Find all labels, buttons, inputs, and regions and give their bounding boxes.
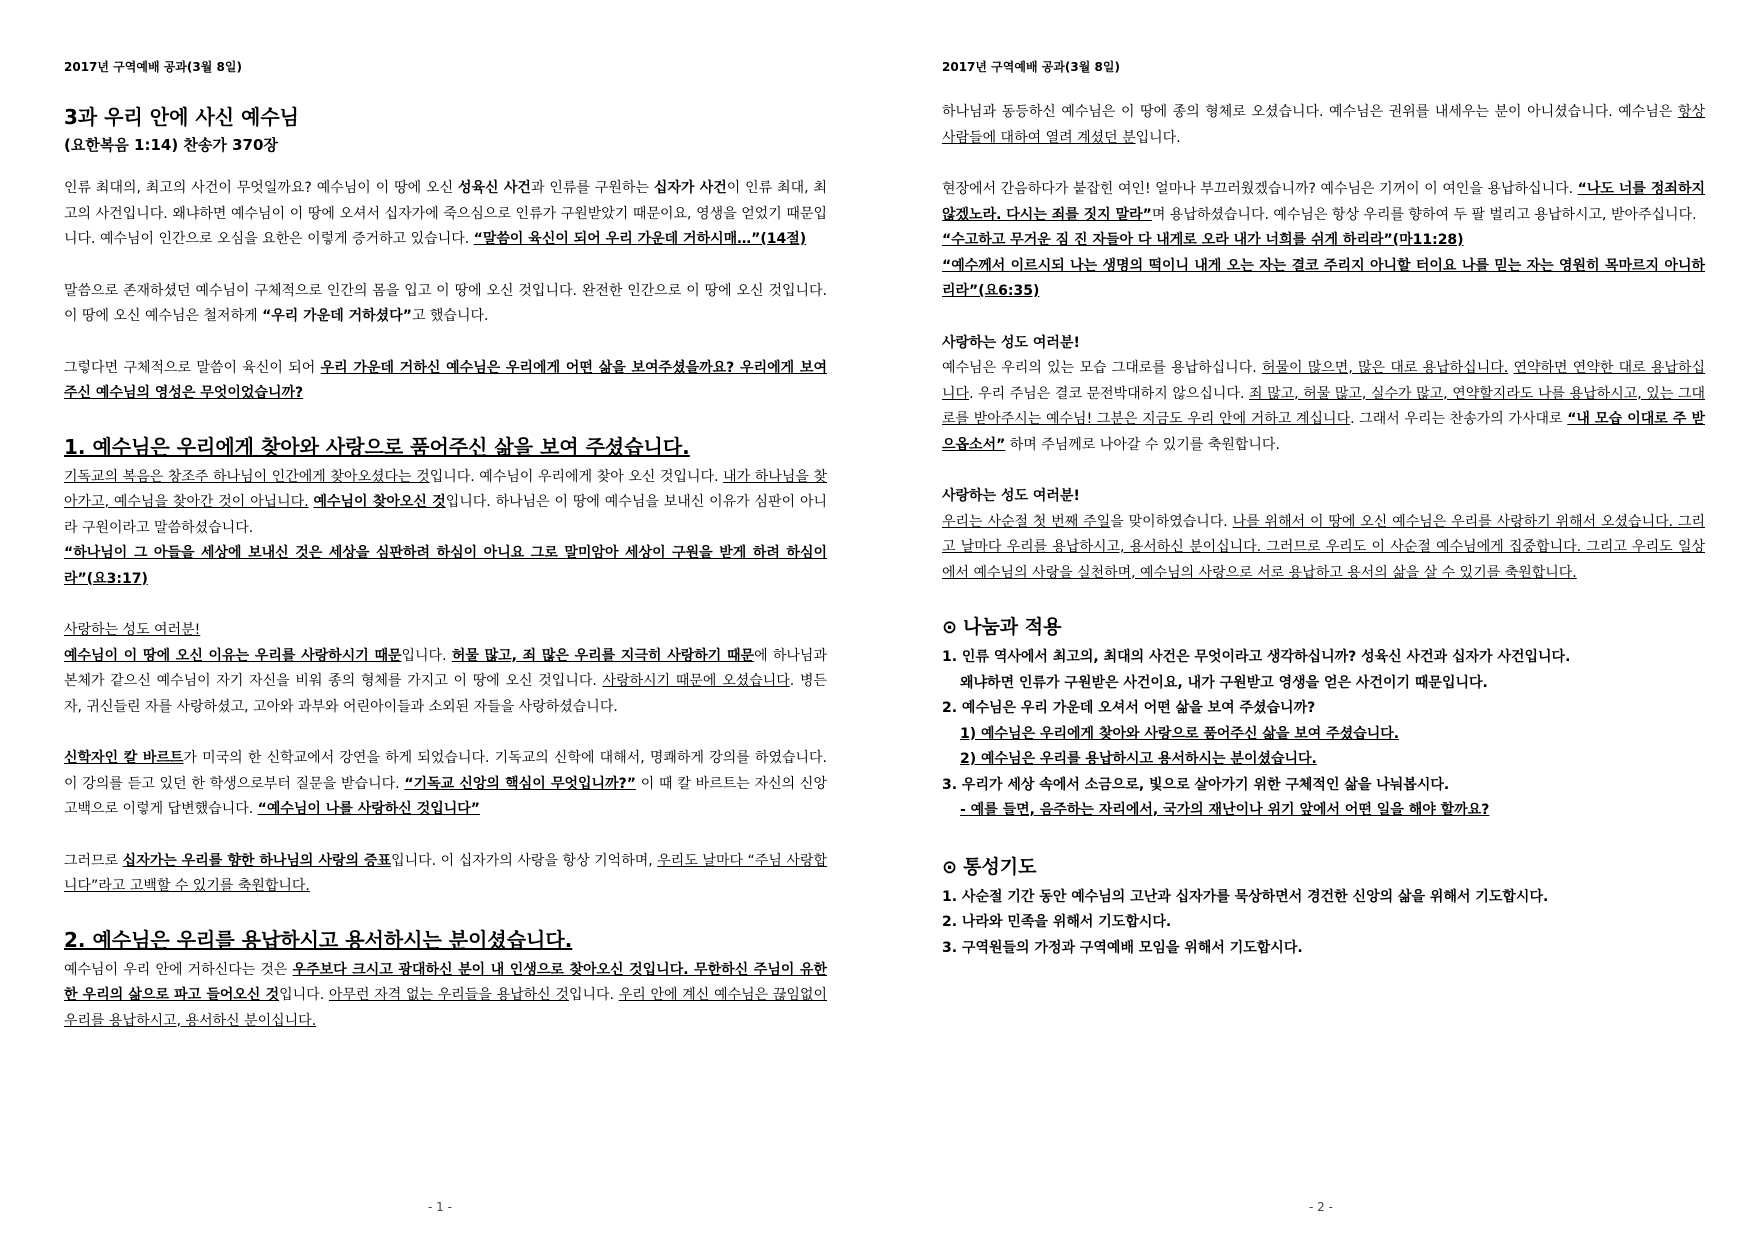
underlined-text: 우리 안에 계신 예수님은 끊임없이 우리를 용납하시고, 용서하신 분이십니다.: [64, 987, 827, 1029]
emphasis: 우리 가운데 거하신 예수님은 우리에게 어떤 삶을 보여주셨을까요? 우리에게 보여주신 예수님의 영성은 무엇이었습니까?: [64, 359, 827, 401]
list-item: 2) 예수님은 우리를 용납하시고 용서하시는 분이셨습니다.: [960, 751, 1317, 767]
text: 에 하나님과 본체가 같으신 예수님이 자기 자신을 비워 종의 형체를 가지고 이 땅에 오신 것입니다.: [64, 647, 827, 689]
scripture-quote: “예수께서 이르시되 나는 생명의 떡이니 내게 오는 자는 결코 주리지 아니할 터이요 나를 믿는 자는 영원히 목마르지 아니하리라”(요6:35): [942, 257, 1705, 299]
paragraph: [64, 618, 827, 720]
emphasis: 예수님이 찾아오신 것: [313, 494, 446, 510]
text: 입니다.: [1135, 129, 1181, 146]
list-item: 3. 우리가 세상 속에서 소금으로, 빛으로 살아가기 위한 구체적인 삶을 나눠봅시다.: [942, 776, 1450, 793]
list-item: 1) 예수님은 우리에게 찾아와 사랑으로 품어주신 삶을 보여 주셨습니다.: [960, 725, 1400, 742]
emphasis: 우주보다 크시고 광대하신 분이 내 인생으로 찾아오신 것입니다. 무한하신 주님이 유한한 우리의 삶으로 파고 들어오신 것: [64, 961, 827, 1003]
list-item: 2. 나라와 민족을 위해서 기도합시다.: [942, 914, 1172, 930]
underlined-text: 우리도 날마다 “주님 사랑합니다”라고 고백할 수 있기를 축원합니다.: [64, 852, 827, 894]
underlined-text: 우리는 사순절 첫 번째 주일: [942, 513, 1111, 530]
paragraph: [64, 176, 827, 253]
scripture-quote: “수고하고 무거운 짐 진 자들아 다 내게로 오라 내가 너희를 쉬게 하리라”(마11:28): [942, 232, 1464, 248]
text: 입니다. 하나님은 이 땅에 예수님을 보내신 이유가 심판이 아니라 구원이라고 말씀하셨습니다.: [64, 494, 827, 536]
section-heading: [942, 852, 1705, 883]
paragraph: [942, 484, 1705, 586]
emphasis: “기독교 신앙의 핵심이 무엇입니까?”: [404, 775, 636, 792]
list-item: 2. 예수님은 우리 가운데 오셔서 어떤 삶을 보여 주셨습니까?: [942, 700, 1316, 716]
emphasis: 신학자인 칼 바르트: [64, 750, 184, 766]
emphasis: 십자가 사건: [653, 180, 727, 196]
section-heading: 2. 예수님은 우리를 용납하시고 용서하시는 분이셨습니다.: [64, 927, 573, 952]
paragraph: [64, 465, 827, 593]
text: 입니다. 이 십자가의 사랑을 항상 기억하며,: [391, 852, 658, 869]
text: 과 인류를 구원하는: [530, 180, 654, 196]
emphasis: 성육신 사건: [458, 180, 531, 196]
underlined-text: 아무런 자격 없는 우리들을 용납하신 것: [328, 987, 569, 1003]
list-item: 1. 사순절 기간 동안 예수님의 고난과 십자가를 묵상하면서 경건한 신앙의 삶을 위해서 기도합시다.: [942, 888, 1549, 905]
list-item: 3. 구역원들의 가정과 구역예배 모임을 위해서 기도합시다.: [942, 939, 1303, 956]
section-title: 나눔과 적용: [963, 616, 1062, 638]
lesson-title: 3과 우리 안에 사신 예수님: [64, 105, 299, 129]
section-heading: 1. 예수님은 우리에게 찾아와 사랑으로 품어주신 삶을 보여 주셨습니다.: [64, 434, 690, 459]
page-header: 2017년 구역예배 공과(3월 8일): [942, 60, 1120, 74]
page-body: [64, 100, 827, 1060]
text: . 우리 주님은 결코 문전박대하지 않으십니다.: [969, 385, 1249, 402]
text: 그러므로: [64, 852, 123, 869]
text: . 병든 자, 귀신들린 자를 사랑하셨고, 고아와 과부와 어린아이들과 소외된 자들을 사랑하셨습니다.: [64, 673, 828, 715]
underlined-text: 나를 위해서 이 땅에 오신 예수님은 우리를 사랑하기 위해서 오셨습니다. 그리고 날마다 우리를 용납하시고, 용서하신 분이십니다. 그러므로 우리도 이 사순절 예수님에게 집중합니다. 그리고 우리도 일상에서 예수님의 사랑을 실천하며, 예수님의 사랑으로 서로 용납하고 용서의 삶을 살 수 있기를 축원합니다.: [942, 513, 1705, 581]
underlined-text: 사랑하시기 때문에 오셨습니다: [602, 673, 790, 689]
paragraph: [64, 279, 827, 330]
text: 하며 주님께로 나아갈 수 있기를 축원합니다.: [1005, 436, 1280, 453]
list-item: 왜냐하면 인류가 구원받은 사건이요, 내가 구원받고 영생을 얻은 사건이기 때문입니다.: [960, 674, 1488, 691]
bullet-mark-icon: ⊙: [942, 856, 958, 878]
underlined-text: 죄 많고, 허물 많고, 실수가 많고, 연약할지라도 나를 용납하시고, 있는 그대로를 받아주시는 예수님! 그분은 지금도 우리 안에 거하고 계십니다: [942, 385, 1705, 427]
list-item: - 예를 들면, 음주하는 자리에서, 국가의 재난이나 위기 앞에서 어떤 일을 해야 할까요?: [960, 802, 1490, 818]
text: 며 용납하셨습니다. 예수님은 항상 우리를 향하여 두 팔 벌리고 용납하시고, 받아주십니다.: [1151, 206, 1697, 223]
text: 말씀으로 존재하셨던 예수님이 구체적으로 인간의 몸을 입고 이 땅에 오신 것입니다. 완전한 인간으로 이 땅에 오신 것입니다. 이 땅에 오신 예수님은 철저하게: [64, 282, 827, 324]
underlined-text: 내가 하나님을 찾아가고, 예수님을 찾아간 것이 아닙니다.: [64, 468, 827, 510]
emphasis: 허물 많고, 죄 많은 우리를 지극히 사랑하기 때문: [451, 647, 755, 664]
section-heading: [942, 612, 1705, 643]
paragraph: [942, 100, 1705, 151]
emphasis: 예수님이 이 땅에 오신 이유는 우리를 사랑하시기 때문: [64, 647, 402, 664]
text: 하나님과 동등하신 예수님은 이 땅에 종의 형체로 오셨습니다. 예수님은 권위를 내세우는 분이 아니셨습니다. 예수님은: [942, 104, 1678, 120]
underlined-text: 항상 사람들에 대하여 열려 계셨던 분: [942, 104, 1705, 146]
paragraph: [64, 356, 827, 407]
emphasis: “내 모습 이대로 주 받으옵소서”: [942, 411, 1705, 453]
paragraph: [64, 849, 827, 900]
text: 예수님이 우리 안에 거하신다는 것은: [64, 961, 293, 978]
greeting: 사랑하는 성도 여러분!: [942, 488, 1080, 504]
greeting: 사랑하는 성도 여러분!: [942, 334, 1080, 351]
text: 고 했습니다.: [411, 308, 489, 324]
section-title: 통성기도: [963, 855, 1037, 878]
application-list: [942, 645, 1705, 824]
lesson-subtitle: (요한복음 1:14) 찬송가 370장: [64, 136, 278, 154]
text: 입니다.: [568, 987, 619, 1003]
text: 예수님은 우리의 있는 모습 그대로를 용납하십니다.: [942, 360, 1262, 376]
emphasis: “예수님이 나를 사랑하신 것입니다”: [257, 801, 480, 817]
paragraph: [64, 746, 827, 823]
scripture-quote: “하나님이 그 아들을 세상에 보내신 것은 세상을 심판하려 하심이 아니요 그로 말미암아 세상이 구원을 받게 하려 하심이라”(요3:17): [64, 545, 827, 587]
page-number: - 2 -: [1309, 1200, 1333, 1214]
bullet-mark-icon: ⊙: [942, 617, 958, 638]
text: 이 때 칼 바르트는 자신의 신앙고백으로 이렇게 답변했습니다.: [64, 775, 827, 817]
paragraph: [64, 958, 827, 1035]
page-number: - 1 -: [428, 1200, 452, 1214]
text: 을 맞이하였습니다.: [1110, 513, 1233, 530]
list-item: 1. 인류 역사에서 최고의, 최대의 사건은 무엇이라고 생각하십니까? 성육신 사건과 십자가 사건입니다.: [942, 649, 1571, 665]
emphasis: 십자가는 우리를 향한 하나님의 사랑의 증표: [122, 852, 392, 869]
emphasis: “우리 가운데 거하셨다”: [262, 308, 412, 324]
text: 입니다.: [401, 647, 452, 664]
text: 현장에서 간음하다가 붙잡힌 여인! 얼마나 부끄러웠겠습니까? 예수님은 기꺼이 이 여인을 용납하십니다.: [942, 181, 1578, 197]
text: 이 인류 최대, 최고의 사건입니다. 왜냐하면 예수님이 이 땅에 오셔서 십자가에 죽으심으로 인류가 구원받았기 때문이요, 영생을 얻었기 때문입니다. 예수님이 인간으로 오심을 요한은 이렇게 증거하고 있습니다.: [64, 180, 828, 247]
prayer-list: [942, 885, 1705, 962]
underlined-text: 허물이 많으면, 많은 대로 용납하십니다.: [1261, 360, 1509, 376]
text: 입니다.: [279, 987, 329, 1003]
underlined-text: 연약하면 연약한 대로 용납하십니다: [942, 360, 1705, 402]
paragraph: [942, 177, 1705, 305]
emphasis: “나도 너를 정죄하지 않겠노라. 다시는 죄를 짓지 말라”: [942, 181, 1705, 223]
page-body: [942, 100, 1705, 961]
text: 그렇다면 구체적으로 말씀이 육신이 되어: [64, 359, 321, 376]
text: 가 미국의 한 신학교에서 강연을 하게 되었습니다. 기독교의 신학에 대해서, 명쾌하게 강의를 하였습니다. 이 강의를 듣고 있던 한 학생으로부터 질문을 받습니다.: [64, 750, 827, 792]
page-header: 2017년 구역예배 공과(3월 8일): [64, 60, 242, 74]
text: . 그래서 우리는 찬송가의 가사대로: [1350, 411, 1568, 427]
greeting: 사랑하는 성도 여러분!: [64, 622, 201, 638]
text: 인류 최대의, 최고의 사건이 무엇일까요? 예수님이 이 땅에 오신: [64, 180, 458, 196]
scripture-quote: “말씀이 육신이 되어 우리 가운데 거하시매…”(14절): [473, 231, 807, 247]
underlined-text: 기독교의 복음은 창조주 하나님이 인간에게 찾아오셨다는 것: [64, 468, 430, 485]
paragraph: [942, 331, 1705, 459]
page-2: [877, 0, 1754, 1240]
text: 입니다. 예수님이 우리에게 찾아 오신 것입니다.: [429, 468, 724, 485]
